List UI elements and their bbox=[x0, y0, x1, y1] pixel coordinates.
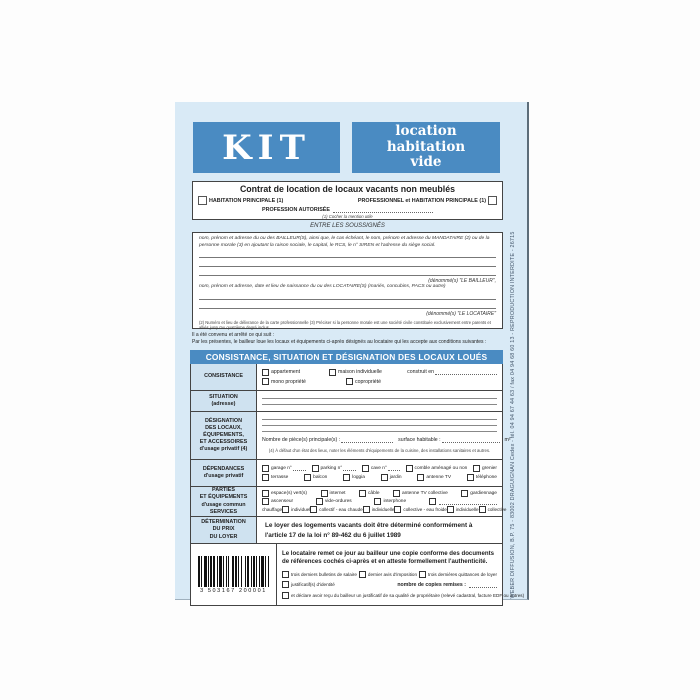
checkbox-item bbox=[406, 465, 468, 472]
checkbox-item bbox=[359, 571, 417, 578]
write-line[interactable] bbox=[343, 465, 356, 471]
checkbox-item bbox=[262, 498, 293, 505]
publisher-side-text: WEBER DIFFUSION, B.P. 75 - 83002 DRAGUIGNAN Cedex - tél. 04 94 67 44 63 / fax 04 94 68 60 13 - REPRODUCTION INTERDITE - 26715 bbox=[510, 231, 516, 599]
dependances-options-1 bbox=[262, 465, 497, 472]
checkbox-item bbox=[479, 506, 507, 513]
contract-title: Contrat de location de locaux vacants non meublés bbox=[239, 184, 456, 194]
checkbox[interactable] bbox=[312, 465, 319, 472]
item-label: surface habitable : bbox=[398, 436, 441, 443]
text-line: d'usage privatif bbox=[203, 473, 244, 479]
checkbox-item bbox=[282, 571, 357, 578]
situation-label bbox=[191, 391, 257, 411]
item-label: m² bbox=[504, 436, 511, 443]
copies-label: nombre de copies remises : bbox=[397, 581, 466, 588]
text-line: habitation bbox=[386, 138, 466, 155]
item-label: gardiennage bbox=[470, 491, 497, 496]
consistance-options-2 bbox=[262, 378, 497, 385]
communs-options-2 bbox=[262, 498, 497, 505]
text-line: DU PRIX bbox=[212, 526, 235, 533]
checkbox-item bbox=[316, 498, 352, 505]
text-line: PARTIES bbox=[212, 487, 235, 494]
text-line: location bbox=[395, 122, 457, 139]
row-parties-communes bbox=[191, 486, 507, 516]
checkbox-item bbox=[419, 571, 497, 578]
checkbox[interactable] bbox=[429, 498, 436, 505]
item-label: individuelle bbox=[371, 507, 395, 512]
documents-options-3 bbox=[282, 592, 525, 599]
checkbox-item bbox=[359, 490, 379, 497]
checkbox[interactable] bbox=[282, 571, 289, 578]
text-line: CONSISTANCE bbox=[204, 373, 243, 380]
professionnel-checkbox[interactable] bbox=[488, 196, 497, 205]
dependances-label bbox=[191, 460, 257, 486]
documents-options-2 bbox=[282, 581, 497, 588]
item-label: vide-ordures bbox=[324, 499, 352, 504]
option-habitation-principale bbox=[198, 196, 283, 205]
text-line: ÉQUIPEMENTS, bbox=[203, 431, 244, 438]
checkbox[interactable] bbox=[461, 490, 468, 497]
agreement-line2: Par les présentes, le bailleur loue les locaux et équipements ci-après désignés au locataire qui les accepte aux conditions suivantes : bbox=[192, 339, 487, 346]
text-line: ET ÉQUIPEMENTS bbox=[199, 494, 248, 501]
item-label: trois derniers bulletins de salaire bbox=[291, 571, 357, 577]
agreement-lines bbox=[192, 332, 503, 347]
designation-write-line[interactable] bbox=[262, 424, 497, 426]
kit-logo-text: KIT bbox=[222, 127, 311, 168]
checkbox-item bbox=[346, 378, 444, 385]
checkbox[interactable] bbox=[343, 474, 350, 481]
checkbox-item bbox=[362, 465, 400, 472]
text-line: DÉSIGNATION bbox=[204, 417, 243, 424]
checkbox[interactable] bbox=[473, 465, 480, 472]
item-label: mono propriété bbox=[271, 378, 306, 385]
kit-logo bbox=[193, 122, 340, 173]
write-line[interactable] bbox=[293, 465, 306, 471]
row-dependances bbox=[191, 459, 502, 486]
checkbox[interactable] bbox=[262, 465, 269, 472]
contract-header-box bbox=[192, 181, 503, 220]
item-label: antenne TV bbox=[426, 475, 452, 481]
field-item bbox=[398, 437, 499, 443]
text-line: vide bbox=[410, 154, 442, 171]
profession-write-line[interactable] bbox=[333, 207, 433, 213]
checkbox[interactable] bbox=[393, 490, 400, 497]
checkbox-item bbox=[310, 506, 362, 513]
designation-content bbox=[257, 412, 511, 459]
item-label: câble bbox=[368, 491, 380, 496]
checkbox-item bbox=[394, 506, 446, 513]
designation-fields bbox=[262, 436, 511, 443]
barcode-space bbox=[269, 556, 270, 587]
checkbox[interactable] bbox=[374, 498, 381, 505]
product-title-box bbox=[352, 122, 500, 173]
checkbox[interactable] bbox=[282, 592, 289, 599]
checkbox[interactable] bbox=[262, 474, 269, 481]
form-page bbox=[175, 102, 529, 600]
consistance-label bbox=[191, 364, 257, 390]
checkbox[interactable] bbox=[406, 465, 413, 472]
barcode-cell bbox=[191, 544, 277, 605]
designation-label bbox=[191, 412, 257, 459]
checkbox[interactable] bbox=[394, 506, 401, 513]
item-label: justificatif(s) d'identité bbox=[291, 582, 335, 588]
product-title-lines bbox=[387, 124, 465, 172]
consistance-content bbox=[257, 364, 502, 390]
item-label: trois dernières quittances de loyer bbox=[428, 571, 497, 577]
item-label: individuel bbox=[291, 507, 311, 512]
text-line: DU LOYER bbox=[209, 533, 238, 540]
locataire-instructions: nom, prénom et adresse, date et lieu de naissance du ou des LOCATAIRE(S) (mariés, concubins, PACS ou autre) bbox=[199, 284, 446, 290]
parties-box bbox=[192, 232, 503, 329]
checkbox-item bbox=[417, 474, 451, 481]
checkbox-item bbox=[282, 581, 335, 588]
item-label: et déclare avoir reçu du bailleur un justificatif de sa qualité de propriétaire (relevé cadastral, facture EDF ou autres) bbox=[291, 593, 525, 599]
item-label: individuelle bbox=[455, 507, 479, 512]
text-line: DÉTERMINATION bbox=[201, 519, 246, 526]
checkbox[interactable] bbox=[419, 571, 426, 578]
option-left-label: HABITATION PRINCIPALE (1) bbox=[209, 197, 284, 204]
checkbox[interactable] bbox=[262, 490, 269, 497]
habitation-principale-checkbox[interactable] bbox=[198, 196, 207, 205]
documents-intro bbox=[282, 550, 497, 567]
field-item bbox=[407, 369, 497, 375]
bailleur-write-line[interactable] bbox=[199, 249, 496, 258]
checkbox[interactable] bbox=[346, 378, 353, 385]
documents-content bbox=[277, 544, 525, 605]
designation-write-line[interactable] bbox=[262, 430, 497, 432]
item-label: cave n° bbox=[370, 465, 387, 471]
consistance-options-1 bbox=[262, 369, 497, 376]
item-label: dernier avis d'imposition bbox=[367, 571, 418, 577]
item-label: comble aménagé ou non bbox=[414, 465, 468, 471]
checkbox-item bbox=[429, 498, 497, 505]
barcode-digits: 3 503167 200001 bbox=[200, 587, 267, 594]
item-label: appartement bbox=[271, 369, 301, 376]
item-label: collective bbox=[487, 507, 507, 512]
bailleur-denomination: (dénommé(s) "LE BAILLEUR", bbox=[428, 278, 496, 285]
row-documents bbox=[191, 543, 525, 605]
item-label: loggia bbox=[352, 475, 365, 481]
item-label: Nombre de pièce(s) principale(s) : bbox=[262, 436, 341, 443]
situation-content bbox=[257, 391, 502, 411]
checkbox-item bbox=[262, 465, 306, 472]
checkbox[interactable] bbox=[262, 498, 269, 505]
checkbox[interactable] bbox=[262, 369, 269, 376]
row-situation bbox=[191, 390, 502, 411]
item-label: collectif - eau chaude bbox=[319, 507, 363, 512]
item-label: construit en bbox=[407, 369, 434, 376]
item-label: antenne TV collective bbox=[402, 491, 448, 496]
checkbox-item bbox=[262, 474, 288, 481]
checkbox[interactable] bbox=[479, 506, 486, 513]
checkbox-item bbox=[321, 490, 346, 497]
checkbox-item bbox=[461, 490, 497, 497]
write-line[interactable] bbox=[388, 465, 400, 471]
section-title-bar: CONSISTANCE, SITUATION ET DÉSIGNATION DES LOCAUX LOUÉS bbox=[190, 350, 503, 364]
item-label: grenier bbox=[482, 465, 497, 471]
write-line[interactable] bbox=[442, 437, 500, 443]
communs-options-3 bbox=[262, 506, 507, 513]
situation-write-line[interactable] bbox=[262, 403, 497, 405]
locataire-denomination: (dénommé(s) "LE LOCATAIRE" bbox=[426, 310, 496, 317]
checkbox[interactable] bbox=[417, 474, 424, 481]
write-line[interactable] bbox=[341, 437, 393, 443]
field-item bbox=[262, 437, 393, 443]
checkbox-item bbox=[262, 369, 329, 376]
row-designation bbox=[191, 411, 511, 459]
copies-remises bbox=[397, 582, 497, 588]
checkbox-item bbox=[374, 498, 406, 505]
item-label: parking n° bbox=[320, 465, 343, 471]
field-item bbox=[262, 507, 282, 512]
item-label: balcon bbox=[313, 475, 328, 481]
text-line: ET ACCESSOIRES bbox=[199, 439, 248, 445]
checkbox-item bbox=[473, 465, 497, 472]
text-line: (adresse) bbox=[211, 401, 236, 407]
row-determination-loyer bbox=[191, 516, 502, 543]
bailleur-write-line[interactable] bbox=[199, 267, 496, 276]
item-label: ascenseur bbox=[271, 499, 294, 504]
designation-write-line[interactable] bbox=[262, 418, 497, 420]
barcode-bars bbox=[198, 556, 270, 587]
write-line[interactable] bbox=[439, 499, 497, 505]
item-label: terrasse bbox=[271, 475, 289, 481]
loyer-content bbox=[257, 517, 502, 543]
checkbox-item bbox=[343, 474, 365, 481]
checkbox-item bbox=[262, 490, 307, 497]
checkbox-item bbox=[282, 592, 524, 599]
between-soussignes: ENTRE LES SOUSSIGNÉS bbox=[310, 223, 385, 229]
locataire-write-line[interactable] bbox=[199, 291, 496, 300]
checkbox-item bbox=[282, 506, 310, 513]
checkbox[interactable] bbox=[304, 474, 311, 481]
communs-label bbox=[191, 487, 257, 516]
copies-write-line[interactable] bbox=[469, 582, 497, 588]
text-line: DÉPENDANCES bbox=[202, 465, 245, 472]
checkbox-item bbox=[467, 474, 497, 481]
item-label: téléphone bbox=[475, 475, 497, 481]
item-label: garage n° bbox=[271, 465, 292, 471]
checkbox[interactable] bbox=[282, 581, 289, 588]
checkbox[interactable] bbox=[262, 378, 269, 385]
loyer-text: Le loyer des logements vacants doit être déterminé conformément à l'article 17 de la loi n° 89-462 du 6 juillet 1989 bbox=[265, 522, 473, 539]
checkbox[interactable] bbox=[447, 506, 454, 513]
checkbox-item bbox=[381, 474, 402, 481]
dependances-content bbox=[257, 460, 502, 486]
checkbox[interactable] bbox=[282, 506, 289, 513]
checkbox[interactable] bbox=[381, 474, 388, 481]
checkbox[interactable] bbox=[467, 474, 474, 481]
checkbox[interactable] bbox=[321, 490, 328, 497]
bailleur-instructions: nom, prénom et adresse du ou des BAILLEUR(S), ainsi que, le cas échéant, le nom, prénom et adresse du MANDATAIRE (2) ou de la personne morale (3) en ajoutant la raison sociale, le capital, le RCS, le n° SIREN et l'adresse du siège social. bbox=[199, 236, 490, 248]
profession-label: PROFESSION AUTORISÉE bbox=[262, 207, 330, 213]
write-line[interactable] bbox=[435, 369, 497, 375]
bailleur-write-line[interactable] bbox=[199, 258, 496, 267]
locataire-write-line[interactable] bbox=[199, 300, 496, 309]
checkbox-item bbox=[304, 474, 327, 481]
text-line: d'usage privatif (4) bbox=[199, 446, 248, 453]
situation-write-line[interactable] bbox=[262, 397, 497, 399]
profession-row bbox=[198, 207, 497, 213]
item-label: espace(s) vert(s) bbox=[271, 491, 307, 496]
item-label: collective - eau froide bbox=[403, 507, 447, 512]
check-note: (1) Cocher la mention utile bbox=[322, 214, 373, 219]
item-label: chauffage bbox=[262, 507, 283, 512]
checkbox[interactable] bbox=[363, 506, 370, 513]
text-line: SITUATION bbox=[209, 393, 238, 400]
item-label: internet bbox=[329, 491, 346, 496]
checkbox[interactable] bbox=[310, 506, 317, 513]
checkbox[interactable] bbox=[359, 490, 366, 497]
documents-options-1 bbox=[282, 571, 497, 578]
checkbox[interactable] bbox=[359, 571, 366, 578]
checkbox-item bbox=[363, 506, 395, 513]
designation-footnote: (4) À défaut d'un état des lieux, noter les éléments d'équipements de la cuisine, des installations sanitaires et autres. bbox=[268, 447, 491, 453]
text-line: Le locataire remet ce jour au bailleur une copie conforme des documents bbox=[282, 549, 494, 557]
option-right-label: PROFESSIONNEL et HABITATION PRINCIPALE (1) bbox=[357, 197, 486, 204]
item-label: jardin bbox=[389, 475, 402, 481]
item-label: maison individuelle bbox=[338, 369, 382, 376]
communs-options-1 bbox=[262, 490, 497, 497]
documents-identite bbox=[282, 581, 335, 588]
text-line: de références cochés ci-après et en atteste formellement l'authenticité. bbox=[282, 558, 488, 566]
dependances-options-2 bbox=[262, 474, 497, 481]
option-professionnel bbox=[358, 196, 497, 205]
loyer-label bbox=[191, 517, 257, 543]
checkbox-item bbox=[312, 465, 357, 472]
item-label: copropriété bbox=[355, 378, 381, 385]
checkbox-item bbox=[262, 378, 346, 385]
usage-options-row bbox=[198, 196, 497, 205]
checkbox-item bbox=[447, 506, 479, 513]
item-label: interphone bbox=[383, 499, 407, 504]
row-consistance bbox=[191, 364, 502, 390]
checkbox-item bbox=[329, 369, 407, 376]
checkbox[interactable] bbox=[329, 369, 336, 376]
agreement-line1: Il a été convenu et arrêté ce qui suit : bbox=[192, 332, 274, 338]
text-line: SERVICES bbox=[209, 508, 238, 515]
checkbox-item bbox=[393, 490, 448, 497]
checkbox[interactable] bbox=[316, 498, 323, 505]
checkbox[interactable] bbox=[362, 465, 369, 472]
communs-content bbox=[257, 487, 507, 516]
text-line: d'usage commun bbox=[201, 501, 246, 508]
parties-footnote: (2) Numéro et lieu de délivrance de la carte professionnelle (3) Préciser si la personne morale est une société civile constituée exclusivement entre parents et alliés jusqu'au quatrième degré inclus. bbox=[199, 319, 491, 331]
text-line: DES LOCAUX, bbox=[205, 424, 242, 431]
